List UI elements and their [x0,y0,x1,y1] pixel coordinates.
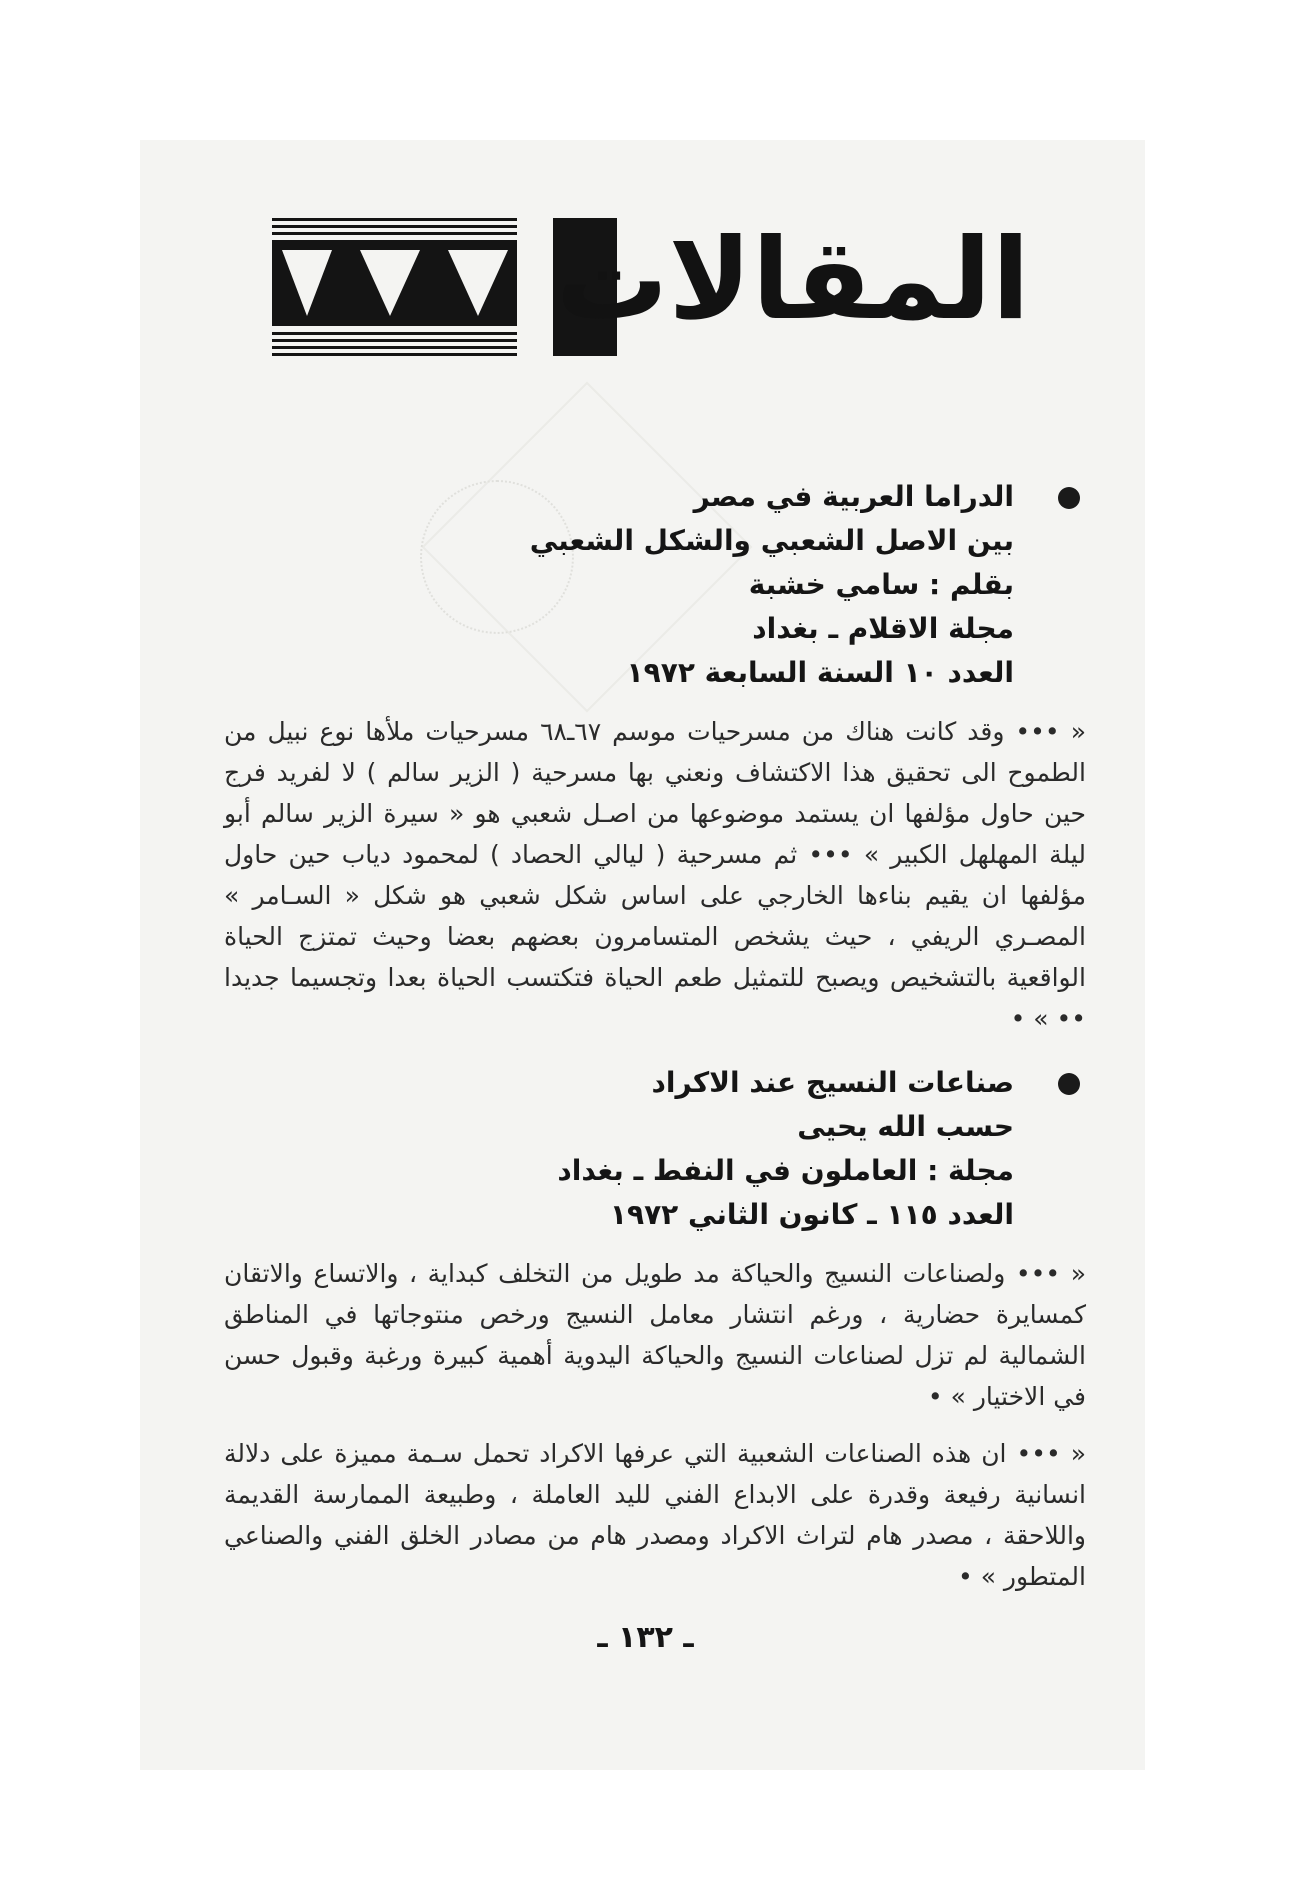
article-title: الدراما العربية في مصر [693,480,1014,513]
articles-column [224,475,1086,1619]
bullet-icon [1058,1073,1080,1095]
section-heading: المقالات [555,215,1030,345]
article-author: حسب الله يحيى [797,1110,1014,1143]
article-issue: العدد ١١٥ ـ كانون الثاني ١٩٧٢ [609,1198,1014,1231]
article-source: مجلة الاقلام ـ بغداد [752,612,1014,645]
article-issue: العدد ١٠ السنة السابعة ١٩٧٢ [626,656,1014,689]
article-excerpt: « ••• ان هذه الصناعات الشعبية التي عرفها الاكراد تحمل سـمة مميزة على دلالة انسانية رفيعة وقدرة على الابداع الفني لليد العاملة ، وطبيعة الممارسة القديمة واللاحقة ، مصدر هام لتراث الاكراد ومصدر هام من مصادر الخلق الفني والصناعي المتطور » • [224,1439,1086,1591]
article-subtitle: بين الاصل الشعبي والشكل الشعبي [529,524,1014,557]
article-2 [224,1061,1086,1597]
article-source: مجلة : العاملون في النفط ـ بغداد [557,1154,1014,1187]
article-excerpt: « ••• ولصناعات النسيج والحياكة مد طويل من التخلف كبداية ، والاتساع والاتقان كمسايرة حضارية ، ورغم انتشار معامل النسيج ورخص منتوجاتها في المناطق الشمالية لم تزل لصناعات النسيج والحياكة اليدوية أهمية كبيرة ورغبة وقبول حسن في الاختيار » • [224,1259,1086,1411]
article-title: صناعات النسيج عند الاكراد [651,1066,1014,1099]
triangle-ornament-icon [272,218,517,360]
article-excerpt: « ••• وقد كانت هناك من مسرحيات موسم ٦٧ـ٦٨ مسرحيات ملأها نوع نبيل من الطموح الى تحقيق هذا الاكتشاف ونعني بها مسرحية ( الزير سالم ) لا لفريد فرج حين حاول مؤلفها ان يستمد موضوعها من اصـل شعبي هو « سيرة الزير سالم أبو ليلة المهلهل الكبير » ••• ثم مسرحية ( ليالي الحصاد ) لمحمود دياب حين حاول مؤلفها ان يقيم بناءها الخارجي على اساس شكل شعبي هو شكل « السـامر » المصـري الريفي ، حيث يشخص المتسامرون بعضهم بعضا وحيث تمتزج الحياة الواقعية بالتشخيص ويصبح للتمثيل طعم الحياة فتكتسب الحياة بعدا وتجسيما جديدا •• » • [224,717,1086,1033]
article-title-line [224,1061,1086,1105]
article-1 [224,475,1086,1039]
article-title-line [224,475,1086,519]
article-author: بقلم : سامي خشبة [748,568,1014,601]
page-number: ـ ١٣٢ ـ [597,1620,694,1655]
bullet-icon [1058,487,1080,509]
